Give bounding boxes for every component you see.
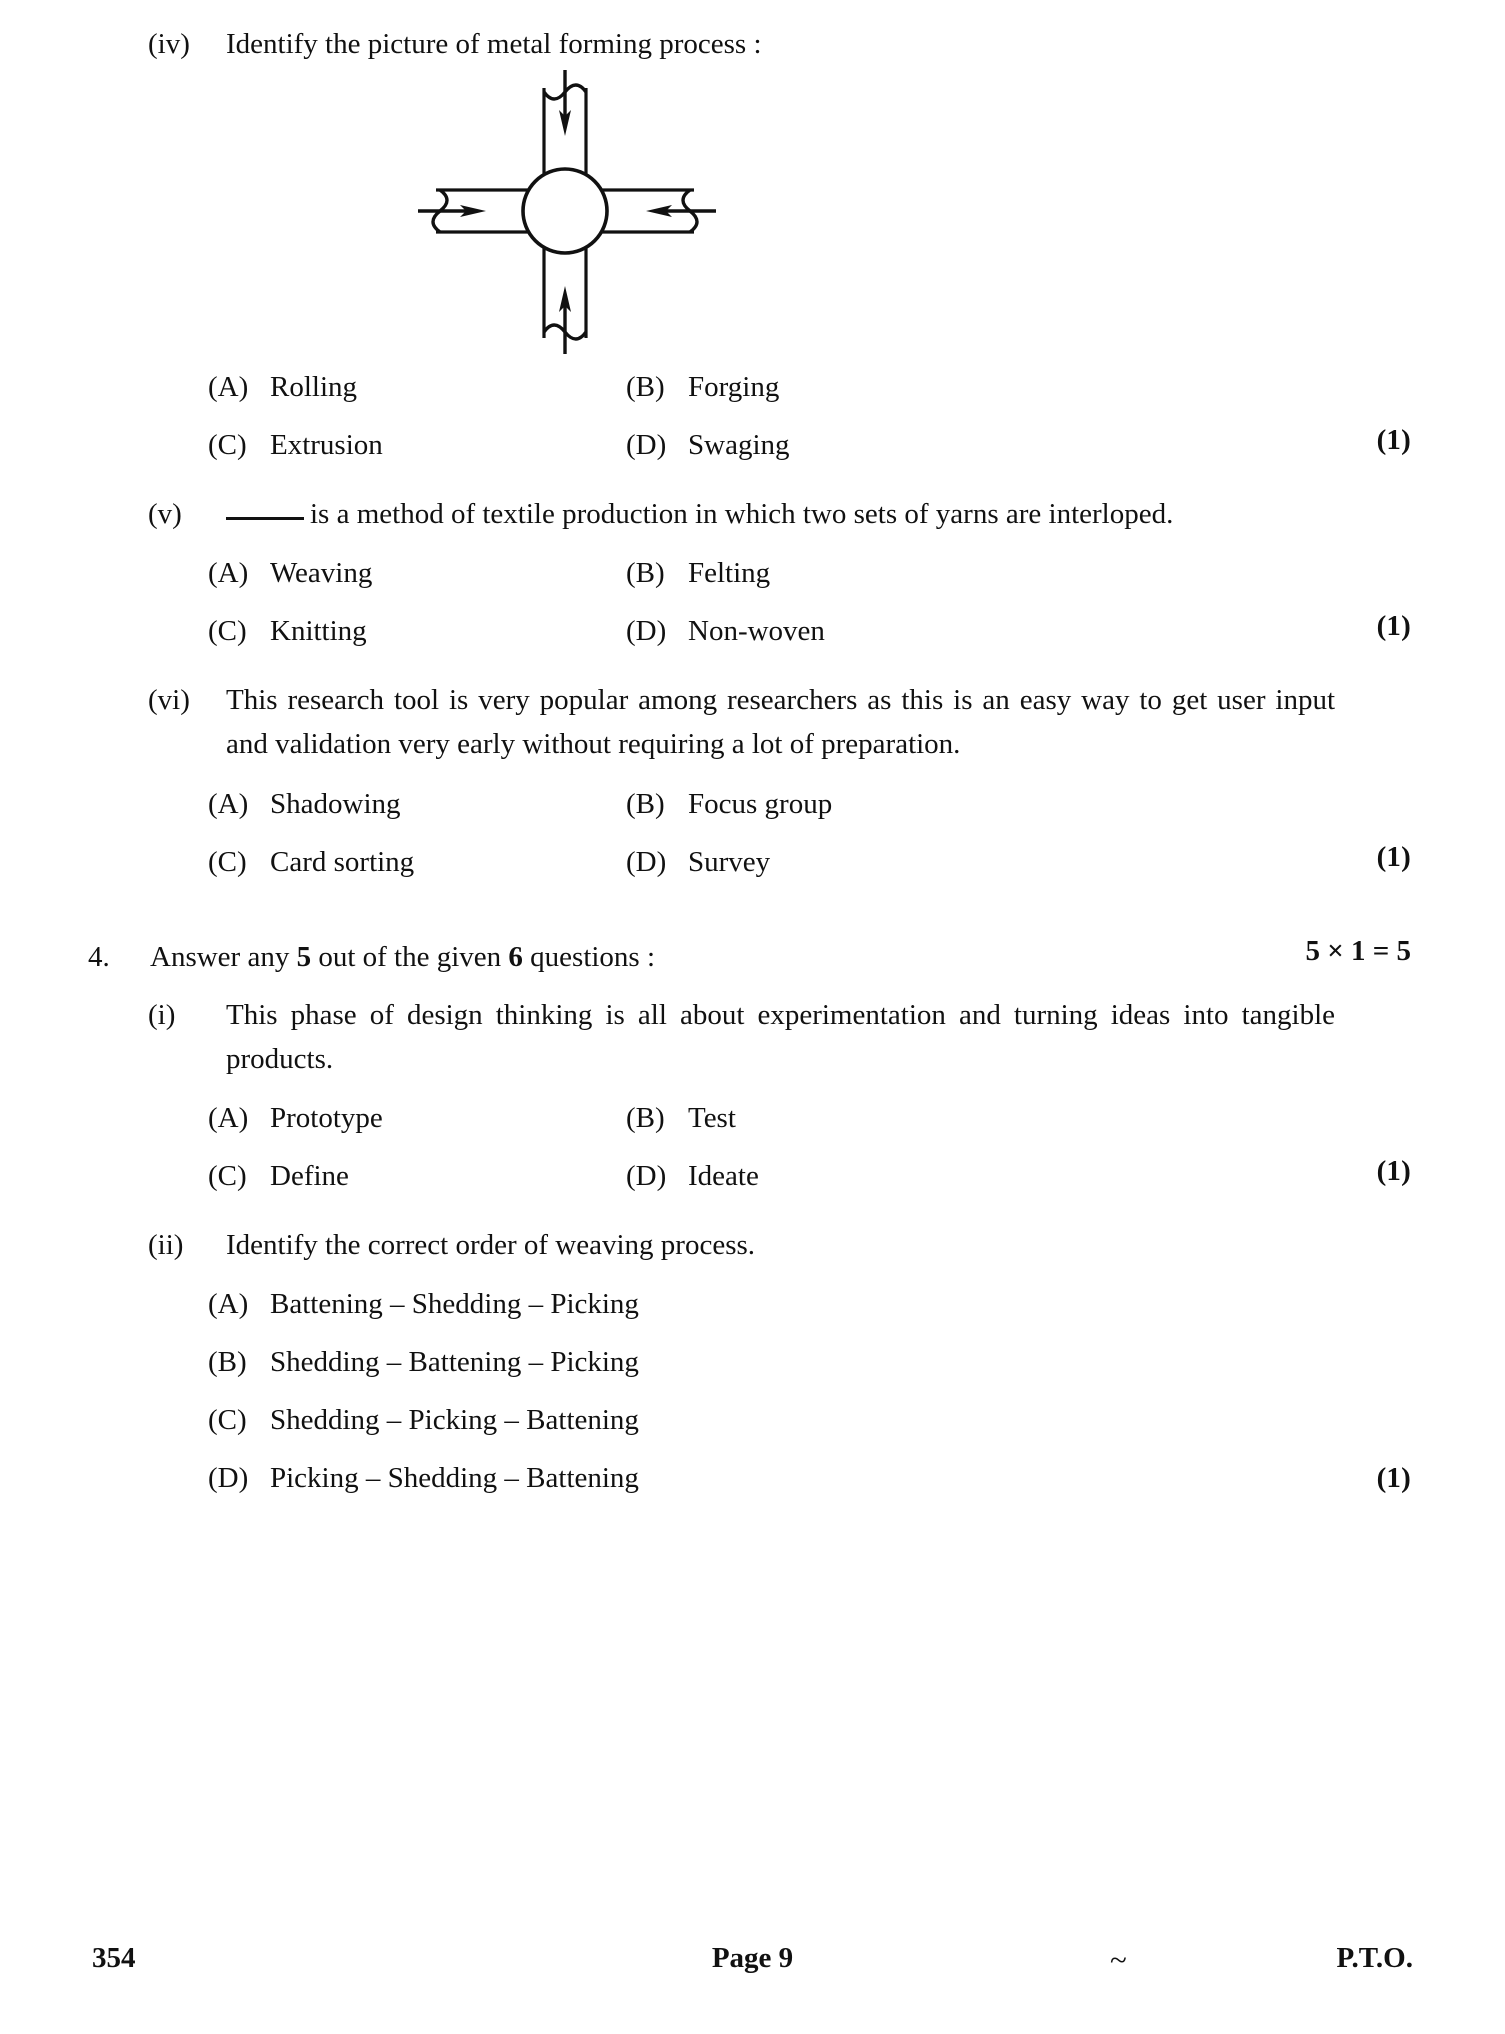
option-4ii-b[interactable]	[0, 1341, 1505, 1383]
question-vi-options-row-2	[0, 841, 1505, 883]
instr-part-3: questions :	[522, 940, 656, 973]
option-iv-c-text: Extrusion	[270, 429, 383, 462]
section-4-header	[0, 935, 1505, 979]
section-4-number: 4.	[88, 940, 110, 973]
option-vi-c-text: Card sorting	[270, 845, 415, 878]
option-vi-c-label: (C)	[208, 845, 247, 878]
metal-forming-process-diagram	[0, 70, 1505, 350]
pto-indicator: P.T.O.	[1336, 1942, 1413, 1974]
option-4i-b-label: (B)	[626, 1101, 665, 1134]
page-footer	[0, 1942, 1505, 1982]
option-v-c[interactable]	[208, 610, 626, 652]
question-iv	[0, 0, 1505, 66]
option-v-a-label: (A)	[208, 557, 249, 590]
option-v-d-text: Non-woven	[688, 615, 825, 648]
question-v-options-row-1	[0, 552, 1505, 594]
option-vi-d-label: (D)	[626, 845, 667, 878]
question-v-text-container	[226, 492, 1335, 536]
page-number: Page 9	[711, 1942, 794, 1974]
option-iv-d-text: Swaging	[688, 429, 790, 462]
question-iv-marks: (1)	[1376, 424, 1411, 457]
option-v-b[interactable]	[626, 552, 1335, 594]
option-4ii-a-text: Battening – Shedding – Picking	[270, 1288, 639, 1320]
question-4-ii-marks: (1)	[1376, 1462, 1411, 1495]
section-4-instruction	[150, 935, 1335, 979]
option-v-a[interactable]	[208, 552, 626, 594]
question-vi-options-row-1	[0, 783, 1505, 825]
option-v-d-label: (D)	[626, 615, 667, 648]
question-v	[0, 492, 1505, 536]
option-iv-d[interactable]	[626, 424, 1335, 466]
question-4-i-marker: (i)	[148, 998, 176, 1031]
option-v-b-label: (B)	[626, 557, 665, 590]
option-iv-b[interactable]	[626, 366, 1335, 408]
question-vi-text: This research tool is very popular among researchers as this is an easy way to get user input and validation very early without requiring a lot of preparation.	[226, 684, 1335, 761]
tilde-mark: ~	[1110, 1942, 1127, 1977]
instr-bold-6: 6	[508, 940, 523, 973]
option-vi-a-label: (A)	[208, 787, 249, 820]
option-iv-a[interactable]	[208, 366, 626, 408]
option-vi-a-text: Shadowing	[270, 787, 401, 820]
instr-part-1: Answer any	[150, 940, 297, 973]
option-4i-d-text: Ideate	[688, 1159, 759, 1192]
metal-forming-svg	[418, 70, 718, 355]
question-vi-marker: (vi)	[148, 684, 190, 717]
option-vi-a[interactable]	[208, 783, 626, 825]
option-v-c-label: (C)	[208, 615, 247, 648]
option-4i-d-label: (D)	[626, 1159, 667, 1192]
question-4-i-options-row-2	[0, 1155, 1505, 1197]
option-v-b-text: Felting	[688, 557, 771, 590]
instr-bold-5: 5	[296, 940, 312, 973]
question-4-i-text: This phase of design thinking is all about experimentation and turning ideas into tangible products.	[226, 998, 1335, 1075]
question-v-options-row-2	[0, 610, 1505, 652]
option-4i-c-label: (C)	[208, 1159, 247, 1192]
option-4ii-c-text: Shedding – Picking – Battening	[270, 1404, 639, 1437]
option-4ii-b-label: (B)	[208, 1346, 247, 1379]
option-vi-d-text: Survey	[688, 845, 771, 878]
option-4i-a[interactable]	[208, 1097, 626, 1139]
question-4-ii-marker: (ii)	[148, 1228, 184, 1261]
option-4i-a-label: (A)	[208, 1101, 249, 1134]
option-iv-a-text: Rolling	[270, 371, 358, 404]
option-iv-c[interactable]	[208, 424, 626, 466]
option-4i-c[interactable]	[208, 1155, 626, 1197]
question-v-marks: (1)	[1376, 610, 1411, 643]
question-v-text: is a method of textile production in which two sets of yarns are interloped.	[310, 498, 1174, 531]
option-4ii-d-label: (D)	[208, 1462, 249, 1495]
option-vi-b-label: (B)	[626, 787, 665, 820]
question-iv-options-row-1	[0, 366, 1505, 408]
option-v-d[interactable]	[626, 610, 1335, 652]
question-vi-marks: (1)	[1376, 840, 1411, 873]
option-iv-c-label: (C)	[208, 429, 247, 462]
instr-part-2: out of the given	[311, 940, 509, 973]
question-v-marker: (v)	[148, 498, 182, 531]
option-4i-b[interactable]	[626, 1097, 1335, 1139]
option-vi-c[interactable]	[208, 841, 626, 883]
option-4ii-b-text: Shedding – Battening – Picking	[270, 1346, 639, 1379]
option-4i-c-text: Define	[270, 1159, 349, 1192]
option-iv-d-label: (D)	[626, 429, 667, 462]
option-vi-b-text: Focus group	[688, 787, 833, 820]
option-v-a-text: Weaving	[270, 557, 373, 590]
question-4-i-options-row-1	[0, 1097, 1505, 1139]
option-vi-b[interactable]	[626, 783, 1335, 825]
option-v-c-text: Knitting	[270, 615, 367, 648]
option-4ii-a-label: (A)	[208, 1288, 249, 1320]
option-4i-a-text: Prototype	[270, 1101, 383, 1134]
option-vi-d[interactable]	[626, 841, 1335, 883]
section-4-marks: 5 × 1 = 5	[1305, 934, 1411, 967]
option-4i-d[interactable]	[626, 1155, 1335, 1197]
question-4-i	[0, 993, 1505, 1081]
option-iv-b-text: Forging	[688, 371, 780, 404]
question-iv-options-row-2	[0, 424, 1505, 466]
question-iv-marker: (iv)	[148, 28, 190, 60]
question-vi	[0, 678, 1505, 766]
option-4i-b-text: Test	[688, 1101, 736, 1134]
option-4ii-a[interactable]	[0, 1283, 1505, 1325]
option-4ii-c-label: (C)	[208, 1404, 247, 1437]
question-iv-text: Identify the picture of metal forming process :	[226, 28, 762, 60]
option-iv-b-label: (B)	[626, 371, 665, 404]
paper-code: 354	[92, 1942, 136, 1974]
option-4ii-d-text: Picking – Shedding – Battening	[270, 1462, 639, 1495]
fill-in-blank	[226, 517, 304, 520]
option-4ii-d[interactable]	[0, 1457, 1505, 1499]
option-iv-a-label: (A)	[208, 371, 249, 404]
question-4-i-marks: (1)	[1376, 1154, 1411, 1187]
question-4-ii-text: Identify the correct order of weaving process.	[226, 1228, 756, 1261]
question-4-ii	[0, 1223, 1505, 1267]
option-4ii-c[interactable]	[0, 1399, 1505, 1441]
